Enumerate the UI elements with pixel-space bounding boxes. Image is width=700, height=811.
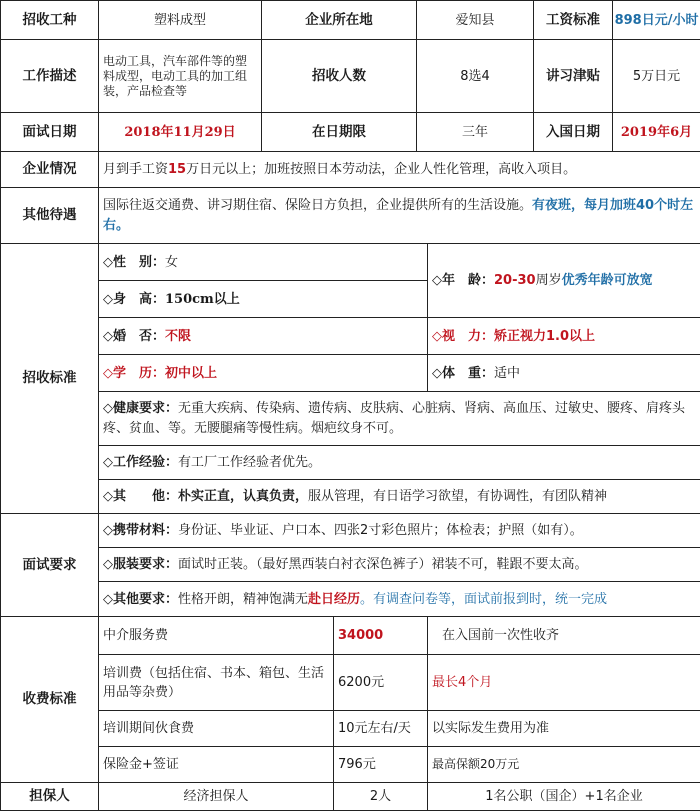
fee-note-3: 以实际发生费用为准: [428, 711, 700, 747]
other-requirements-row: ◇其 他：朴实正直，认真负责，服从管理，有日语学习欲望，有协调性，有团队精神: [99, 480, 700, 514]
job-description-label: 工作描述: [1, 40, 99, 113]
training-allowance-label: 讲习津贴: [534, 40, 613, 112]
recruit-count-label: 招收人数: [262, 40, 417, 113]
company-info-value: 月到手工资15万日元以上；加班按照日本劳动法，企业人性化管理，高收入项目。: [99, 152, 700, 188]
training-allowance-value: 5万日元: [613, 68, 700, 85]
health-row: ◇健康要求：无重大疾病、传染病、遗传病、皮肤病、心脏病、肾病、高血压、过敏史、腰疼、肩疼头疼、贫血、等。无腰腿痛等慢性病。烟疤纹身不可。: [99, 392, 700, 446]
fee-note-2: 最长4个月: [428, 655, 700, 711]
job-type-label: 招收工种: [1, 1, 99, 40]
company-info-label: 企业情况: [1, 152, 99, 188]
vision-row: ◇视 力：矫正视力1.0以上: [428, 318, 700, 355]
other-benefits-label: 其他待遇: [1, 188, 99, 244]
education-row: ◇学 历：初中以上: [99, 355, 428, 392]
wage-label: 工资标准: [534, 1, 613, 39]
fee-amount-3: 10元左右/天: [334, 711, 428, 747]
stay-term-label: 在日期限: [262, 113, 417, 152]
carry-materials-row: ◇携带材料：身份证、毕业证、户口本、四张2寸彩色照片；体检表；护照（如有）。: [99, 514, 700, 548]
other-interview-row: ◇其他要求：性格开朗，精神饱满无赴日经历。有调查问卷等，面试前报到时，统一完成: [99, 582, 700, 617]
fee-amount-1: 34000: [334, 617, 428, 655]
marriage-row: ◇婚 否：不限: [99, 318, 428, 355]
wage-value: 898日元/小时: [613, 12, 700, 29]
entry-date-value: 2019年6月: [613, 124, 700, 141]
interview-date-value: 2018年11月29日: [99, 113, 262, 152]
fee-item-2: 培训费（包括住宿、书本、箱包、生活用品等杂费）: [99, 655, 334, 711]
age-row: ◇年 龄：20-30周岁优秀年龄可放宽: [428, 244, 700, 318]
guarantor-detail: 1名公职（国企）+1名企业: [428, 783, 700, 811]
fee-note-4: 最高保额20万元: [428, 747, 700, 783]
guarantor-count: 2人: [334, 783, 428, 811]
fee-item-3: 培训期间伙食费: [99, 711, 334, 747]
company-location-value: 爱知县: [417, 1, 534, 40]
interview-date-label: 面试日期: [1, 113, 99, 152]
recruit-standard-label: 招收标准: [1, 244, 99, 514]
fee-amount-2: 6200元: [334, 655, 428, 711]
dress-code-row: ◇服装要求：面试时正装。（最好黑西装白衬衣深色裤子）裙装不可，鞋跟不要太高。: [99, 548, 700, 582]
entry-date-label: 入国日期: [534, 113, 613, 151]
fees-label: 收费标准: [1, 617, 99, 783]
fee-note-1: 在入国前一次性收齐: [428, 617, 700, 655]
job-type-value: 塑料成型: [99, 1, 262, 40]
other-benefits-value: 国际往返交通费、讲习期住宿、保险日方负担，企业提供所有的生活设施。有夜班，每月加班40个时左右。: [99, 188, 700, 244]
stay-term-value: 三年: [417, 113, 534, 152]
recruit-count-value: 8选4: [417, 40, 534, 113]
interview-req-label: 面试要求: [1, 514, 99, 617]
overtime-highlight: 有夜班，每月加班40个时左右。: [103, 198, 693, 233]
monthly-wage-number: 15: [168, 162, 186, 177]
guarantor-label: 担保人: [1, 783, 99, 811]
height-row: ◇身 高：150cm以上: [99, 281, 428, 318]
fee-item-1: 中介服务费: [99, 617, 334, 655]
job-description-value: 电动工具，汽车部件等的塑料成型，电动工具的加工组装，产品检查等: [99, 40, 262, 113]
fee-amount-4: 796元: [334, 747, 428, 783]
weight-row: ◇体 重：适中: [428, 355, 700, 392]
guarantor-type: 经济担保人: [99, 783, 334, 811]
gender-row: ◇性 别：女: [99, 244, 428, 281]
fee-item-4: 保险金+签证: [99, 747, 334, 783]
company-location-label: 企业所在地: [262, 1, 417, 40]
experience-row: ◇工作经验：有工厂工作经验者优先。: [99, 446, 700, 480]
